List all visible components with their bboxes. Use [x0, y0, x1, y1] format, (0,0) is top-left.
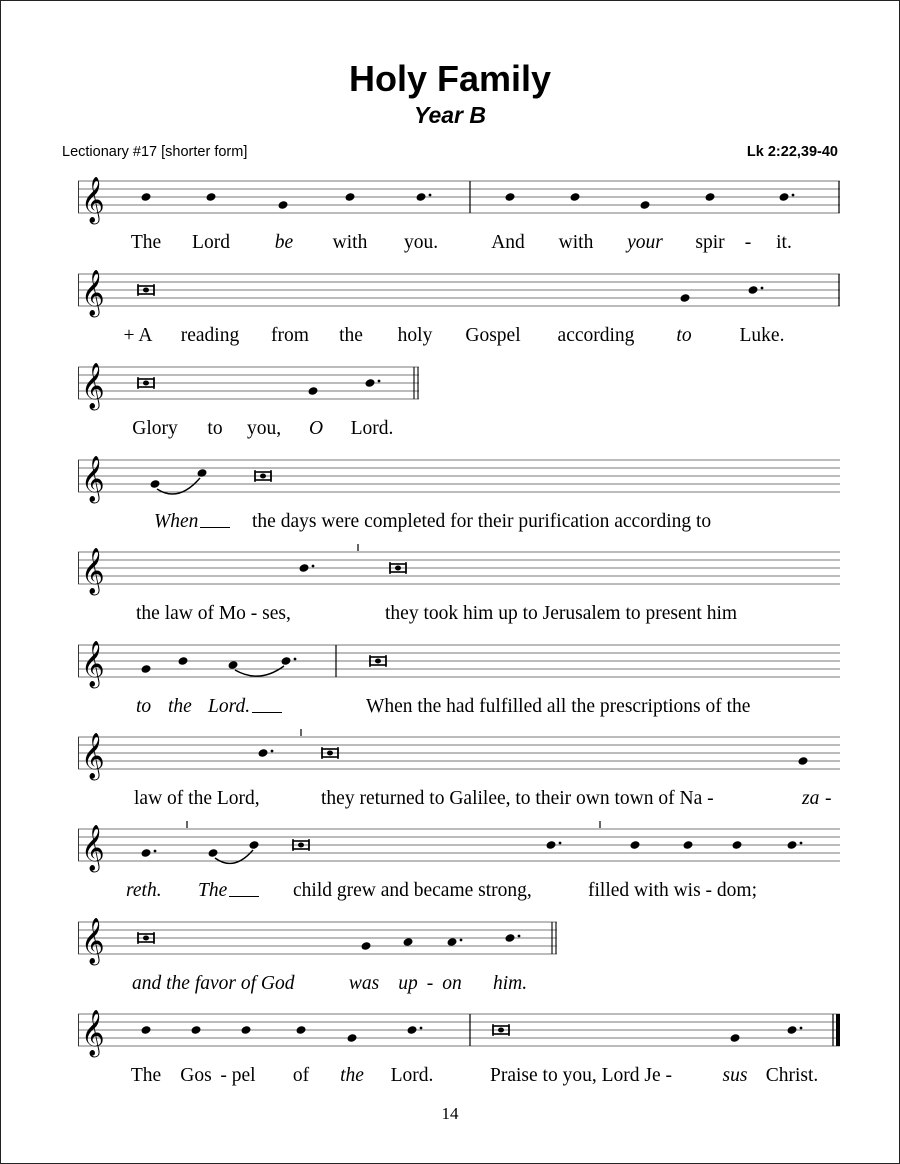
- lyric-syllable: with: [558, 232, 594, 253]
- lyric-syllable: -: [426, 973, 434, 994]
- note-head: [257, 748, 268, 758]
- staff-svg: [78, 726, 840, 786]
- lyric-syllable: O: [308, 418, 324, 439]
- treble-clef-icon: 𝄞: [81, 270, 105, 316]
- lyric-syllable: reading: [180, 325, 240, 346]
- note-head: [364, 378, 375, 388]
- slur: [235, 666, 284, 676]
- lyric-syllable: Lord: [192, 232, 230, 253]
- lyric-syllable: be: [274, 232, 294, 253]
- lyric-syllable: Glory: [132, 418, 178, 439]
- note-head: [280, 656, 291, 666]
- staff-system-verse-5: [78, 818, 840, 910]
- lyric-syllable: Lord.: [350, 418, 394, 439]
- note-head: [679, 293, 690, 303]
- note-head: [344, 192, 355, 202]
- note-head: [307, 386, 318, 396]
- note-head: [704, 192, 715, 202]
- staff-system-verse-3: [78, 634, 840, 726]
- staff-lines: [78, 829, 840, 861]
- staff-system-dialogue: [78, 170, 840, 262]
- note-head: [731, 840, 742, 850]
- lyric-syllable: Luke.: [739, 325, 785, 346]
- dot: [420, 1027, 423, 1030]
- treble-clef-icon: 𝄞: [81, 363, 105, 409]
- lyric-syllable: za: [802, 788, 820, 809]
- lyric-syllable: Christ.: [765, 1065, 819, 1086]
- staff-lines: [78, 181, 840, 213]
- note-head: [545, 840, 556, 850]
- lyric-syllable: the: [339, 325, 363, 346]
- staff-system-closing: [78, 1003, 840, 1095]
- note-head: [248, 840, 259, 850]
- lyric-syllable: When the had fulfilled all the prescriptions of the: [366, 696, 751, 717]
- dot: [800, 842, 803, 845]
- dot: [518, 935, 521, 938]
- staff-svg: [78, 634, 840, 694]
- lyric-syllable: And: [491, 232, 525, 253]
- note-head: [277, 200, 288, 210]
- treble-clef-icon: 𝄞: [81, 456, 105, 502]
- note-head: [504, 933, 515, 943]
- scripture-reference: Lk 2:22,39-40: [746, 144, 838, 160]
- note-head: [747, 285, 758, 295]
- note-head: [205, 192, 216, 202]
- melisma-extender: [252, 712, 282, 713]
- lyric-syllable: -: [744, 232, 752, 253]
- note-head: [140, 1025, 151, 1035]
- note-head: [360, 941, 371, 951]
- lyric-syllable: Lord.: [208, 696, 282, 718]
- staff-system-verse-2: [78, 541, 840, 633]
- lyric-syllable: filled with wis - dom;: [588, 880, 757, 901]
- lyric-syllable: the: [168, 696, 192, 717]
- lyric-syllable: to: [136, 696, 152, 717]
- lyric-syllable: spir: [695, 232, 725, 253]
- note-head: [140, 664, 151, 674]
- note-head: [415, 192, 426, 202]
- staff-system-announcement: [78, 263, 840, 355]
- page-number: 14: [441, 1104, 459, 1123]
- staff-svg: [78, 911, 840, 971]
- staff-system-verse-4: [78, 726, 840, 818]
- note-head: [778, 192, 789, 202]
- lyric-syllable: to: [676, 325, 692, 346]
- melisma-extender: [229, 896, 259, 897]
- staff-lines: [78, 552, 840, 584]
- lyric-syllable: they took him up to Jerusalem to present him: [385, 603, 738, 624]
- lyric-syllable: The: [130, 1065, 162, 1086]
- dot: [559, 842, 562, 845]
- lyric-syllable: they returned to Galilee, to their own town of Na -: [321, 788, 714, 809]
- note-head: [295, 1025, 306, 1035]
- lyric-syllable: child grew and became strong,: [293, 880, 532, 901]
- treble-clef-icon: 𝄞: [81, 1010, 105, 1056]
- note-head: [298, 563, 309, 573]
- dot: [460, 939, 463, 942]
- treble-clef-icon: 𝄞: [81, 825, 105, 871]
- lyric-syllable: holy: [397, 325, 433, 346]
- lyric-syllable: on: [442, 973, 462, 994]
- lyric-syllable: it.: [776, 232, 792, 253]
- note-head: [797, 756, 808, 766]
- staff-svg: [78, 170, 840, 230]
- lyric-syllable: him.: [492, 973, 528, 994]
- lyric-syllable: you,: [246, 418, 282, 439]
- note-head: [729, 1033, 740, 1043]
- dot: [154, 850, 157, 853]
- lyric-syllable: the: [340, 1065, 364, 1086]
- note-head: [149, 479, 160, 489]
- dot: [761, 287, 764, 290]
- dot: [792, 194, 795, 197]
- melisma-extender: [200, 527, 230, 528]
- lyric-syllable: + A: [123, 325, 153, 346]
- lyric-syllable: reth.: [126, 880, 162, 901]
- lyric-syllable: from: [271, 325, 309, 346]
- lyric-syllable: and the favor of God: [132, 973, 295, 994]
- lyric-syllable: Lord.: [390, 1065, 434, 1086]
- staff-lines: [78, 274, 840, 306]
- staff-lines: [78, 737, 840, 769]
- note-head: [639, 200, 650, 210]
- staff-lines: [78, 645, 840, 677]
- lyric-syllable: to: [207, 418, 223, 439]
- staff-system-verse-6: [78, 911, 840, 1003]
- page-subtitle: Year B: [413, 102, 487, 128]
- staff-svg: [78, 356, 840, 416]
- note-head: [446, 937, 457, 947]
- staff-svg: [78, 449, 840, 509]
- lyric-syllable: up: [398, 973, 418, 994]
- note-head: [786, 840, 797, 850]
- staff-svg: [78, 263, 840, 323]
- note-head: [786, 1025, 797, 1035]
- note-head: [406, 1025, 417, 1035]
- lyric-syllable: Praise to you, Lord Je -: [490, 1065, 672, 1086]
- note-head: [140, 848, 151, 858]
- dot: [271, 750, 274, 753]
- lyric-syllable: The: [198, 880, 259, 902]
- dot: [800, 1027, 803, 1030]
- lyric-syllable: law of the Lord,: [134, 788, 260, 809]
- note-head: [190, 1025, 201, 1035]
- lyric-syllable: with: [332, 232, 368, 253]
- lyric-syllable: Gospel: [465, 325, 521, 346]
- staff-system-verse-1: [78, 449, 840, 541]
- treble-clef-icon: 𝄞: [81, 177, 105, 223]
- note-head: [629, 840, 640, 850]
- staff-svg: [78, 818, 840, 878]
- note-head: [207, 848, 218, 858]
- lyric-syllable: of: [292, 1065, 310, 1086]
- note-head: [682, 840, 693, 850]
- lyric-syllable: was: [348, 973, 380, 994]
- lyric-syllable: Gos: [180, 1065, 212, 1086]
- note-head: [227, 660, 238, 670]
- lectionary-label: Lectionary #17 [shorter form]: [62, 144, 248, 160]
- treble-clef-icon: 𝄞: [81, 733, 105, 779]
- lyric-syllable: - pel: [220, 1065, 256, 1086]
- dot: [378, 380, 381, 383]
- staff-svg: [78, 541, 840, 601]
- dot: [312, 565, 315, 568]
- note-head: [402, 937, 413, 947]
- lyric-syllable: -: [825, 788, 832, 809]
- note-head: [240, 1025, 251, 1035]
- lyric-syllable: sus: [722, 1065, 748, 1086]
- note-head: [569, 192, 580, 202]
- lyric-syllable: When: [154, 511, 230, 533]
- lyric-syllable: you.: [403, 232, 439, 253]
- dot: [294, 658, 297, 661]
- note-head: [346, 1033, 357, 1043]
- note-head: [504, 192, 515, 202]
- treble-clef-icon: 𝄞: [81, 918, 105, 964]
- note-head: [140, 192, 151, 202]
- lyric-syllable: according: [557, 325, 635, 346]
- staff-svg: [78, 1003, 840, 1063]
- lyric-syllable: the days were completed for their purification according to: [252, 511, 712, 532]
- lyric-syllable: your: [627, 232, 663, 253]
- staff-system-response: [78, 356, 840, 448]
- page-title: Holy Family: [348, 58, 552, 99]
- treble-clef-icon: 𝄞: [81, 548, 105, 594]
- note-head: [177, 656, 188, 666]
- staff-lines: [78, 460, 840, 492]
- lyric-syllable: the law of Mo - ses,: [136, 603, 291, 624]
- treble-clef-icon: 𝄞: [81, 641, 105, 687]
- dot: [429, 194, 432, 197]
- lyric-syllable: The: [130, 232, 162, 253]
